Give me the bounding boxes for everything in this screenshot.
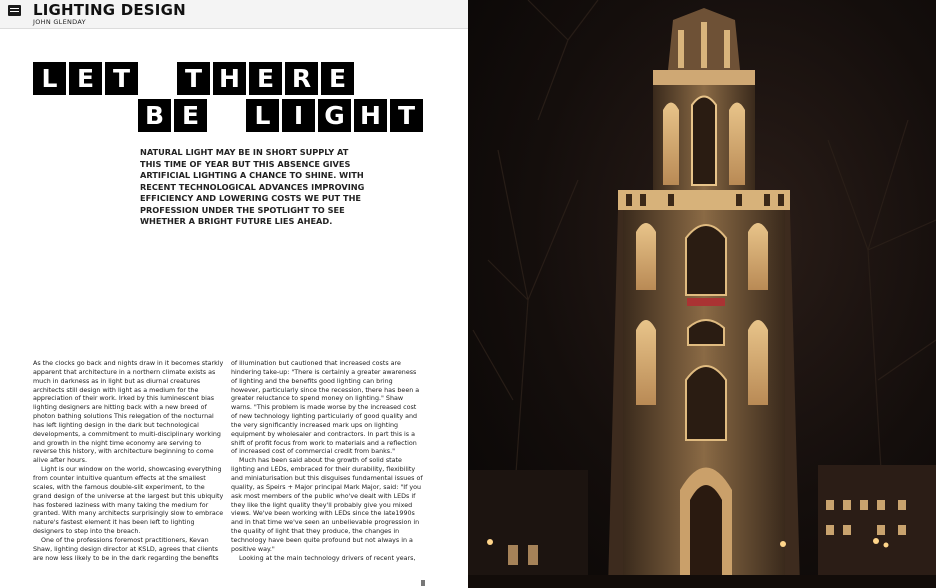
headline-letter-tile: H bbox=[213, 62, 246, 95]
body-column-2 bbox=[231, 360, 423, 563]
headline-letter-tile: E bbox=[249, 62, 282, 95]
floodlit-church-tower-photo bbox=[468, 0, 936, 588]
headline-letter-tile: E bbox=[69, 62, 102, 95]
headline-letter-tile: T bbox=[177, 62, 210, 95]
headline-line-1 bbox=[33, 62, 423, 95]
section-title: LIGHTING DESIGN bbox=[33, 1, 186, 19]
body-column-1 bbox=[33, 360, 225, 563]
headline-letter-tile: L bbox=[33, 62, 66, 95]
headline-letter-tile: H bbox=[354, 99, 387, 132]
headline-letter-tile: G bbox=[318, 99, 351, 132]
headline-space bbox=[210, 99, 243, 132]
author-name: JOHN GLENDAY bbox=[33, 18, 86, 26]
headline-letter-tile: E bbox=[321, 62, 354, 95]
tower-illustration bbox=[468, 0, 936, 588]
headline-letter-tile: E bbox=[174, 99, 207, 132]
headline-letter-tile: I bbox=[282, 99, 315, 132]
headline-letter-tile: B bbox=[138, 99, 171, 132]
paragraph: of illumination but cautioned that increased costs are hindering take-up: "There is certainly a greater awareness of lighting and the benefits good lighting can bring however, particularly since the recession, there has been a greater reluctance to spend money on lighting." Shaw warns. "This problem is made worse by the increased cost of new technology lighting particularly of good quality and the very significantly increased mark ups on lighting equipment by wholesaler and contractors. In part this is a shift of profit focus from work to materials and a reflection of increased cost of commercial credit from banks." bbox=[231, 360, 420, 456]
headline-letter-tile: R bbox=[285, 62, 318, 95]
headline-space bbox=[141, 62, 174, 95]
page-marker bbox=[421, 580, 425, 586]
standfirst: NATURAL LIGHT MAY BE IN SHORT SUPPLY AT THIS TIME OF YEAR BUT THIS ABSENCE GIVES ARTIFICIAL LIGHTING A CHANCE TO SHINE. WITH RECENT TECHNOLOGICAL ADVANCES IMPROVING EFFICIENCY AND LOWERING COSTS WE PUT THE PROFESSION UNDER THE SPOTLIGHT TO SEE WHETHER A BRIGHT FUTURE LIES AHEAD. bbox=[140, 147, 365, 226]
paragraph: Much has been said about the growth of solid state lighting and LEDs, embraced for their durability, flexibility and miniaturisation but this disguises fundamental issues of quality, as Speirs + Major principal Mark Major, said: "If you ask most members of the public who've dealt with LEDs if they like the light quality they'll probably give you mixed views. We've been working with LEDs since the late1990s and in that time we've seen an unbelievable progression in the quality of light that they produce, the changes in technology have been quite profound but not always in a positive way." bbox=[231, 457, 423, 553]
paragraph: One of the professions foremost practitioners, Kevan Shaw, lighting design director at KSLD, agrees that clients are now less likely to be in the dark regarding the benefits bbox=[33, 536, 219, 562]
section-header bbox=[0, 0, 468, 29]
headline-line-2 bbox=[138, 99, 423, 132]
headline-letter-tile: L bbox=[246, 99, 279, 132]
headline bbox=[33, 62, 423, 136]
headline-letter-tile: T bbox=[390, 99, 423, 132]
paragraph: As the clocks go back and nights draw in it becomes starkly apparent that architecture in a northern climate exists as much in darkness as in light but as diurnal creatures architects still design with light as a medium for the appreciation of their work. Irked by this luminescent bias lighting designers are hitting back with a new breed of photon bathing solutions This relegation of the nocturnal has left lighting design in the dark but technological developments, a commitment to multi-disciplinary working and growth in the night time economy are serving to reverse this history, with architecture beginning to come alive after hours. bbox=[33, 360, 224, 465]
paragraph: Light is our window on the world, showcasing everything from counter intuitive quantum effects at the smallest scales, with the famous double-slit experiment, to the grand design of the universe at the largest but this ubiquity has fostered laziness with many taking the medium for granted. With many architects surprisingly slow to embrace nature's fastest element it has been left to lighting designers to step into the breach. bbox=[33, 466, 224, 536]
paragraph: Looking at the main technology drivers of recent years, bbox=[239, 554, 416, 562]
section-menu-icon[interactable] bbox=[8, 5, 21, 16]
headline-letter-tile: T bbox=[105, 62, 138, 95]
